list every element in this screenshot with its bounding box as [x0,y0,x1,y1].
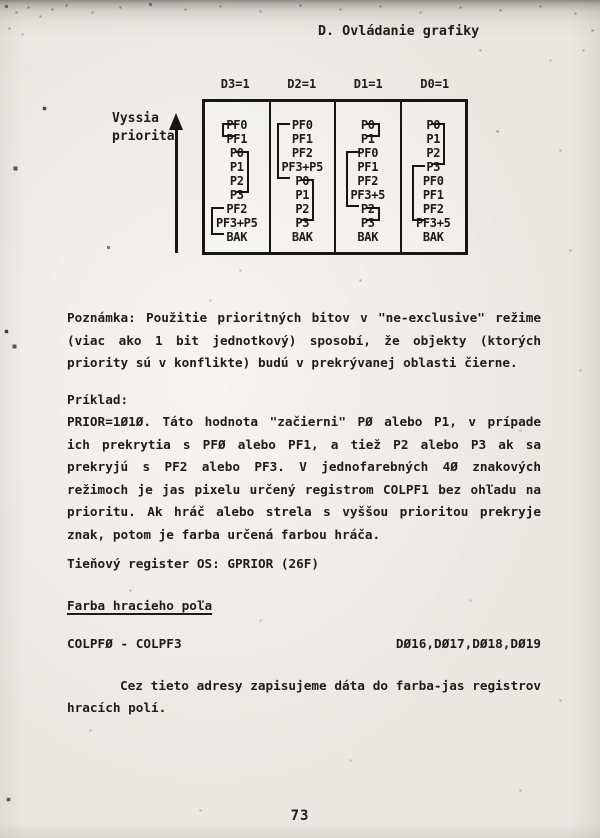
diagram-row-label: P1 [426,132,441,146]
diagram-row-label: BAK [226,230,248,244]
diagram-row-label: P0 [426,118,441,132]
diagram-row-label: P0 [295,174,310,188]
diagram-row-label: P3 [229,188,244,202]
text-line: prekryjú s PF2 alebo PF3. V jednofarebných 4Ø znakových [67,459,541,474]
diagram-row-label: P2 [295,202,310,216]
diagram-row-label: P2 [229,174,244,188]
diagram-column-headers [202,77,468,91]
axis-label-line2: priorita [112,129,175,144]
diagram-row-label: PF0 [422,174,444,188]
bracket-left-icon [222,123,235,137]
text-line: znak, potom je farba určená farbou hráča. [67,526,381,542]
diagram-row-label: PF2 [422,202,444,216]
diagram-row-label: PF0 [291,118,313,132]
paragraph-colpf [67,675,541,720]
diagram-column [334,102,400,252]
bracket-right-icon [432,123,445,165]
page-number: 73 [290,808,310,824]
body-text [67,307,541,720]
diagram-column [205,102,269,252]
text-line: (viac ako 1 bit jednotkový) sposobí, že objekty (ktorých [67,332,541,348]
diagram-row-label: PF2 [357,174,379,188]
diagram-row-label: PF3+P5 [215,216,258,230]
diagram-row-label: BAK [291,230,313,244]
diagram-row-label: P3 [360,216,375,230]
up-arrow-line [175,127,178,253]
shadow-register-line: Tieňový register OS: GPRIOR (26F) [67,556,320,571]
axis-label-line1: Vyssia [112,111,159,126]
diagram-row-label: P1 [360,132,375,146]
bracket-right-icon [367,207,380,221]
diagram-row-label: PF2 [226,202,248,216]
diagram-row-label: PF3+5 [415,216,451,230]
bracket-left-icon [211,207,224,235]
text-line: režimoch je jas pixelu určený registrom COLPF1 bez ohľadu na [67,481,541,497]
diagram-column [400,102,466,252]
diagram-row-label: P3 [426,160,441,174]
text-line: ich prekrytia s PFØ alebo PF1, a tiež P2 alebo P3 ak sa [67,436,541,452]
diagram-row-label: BAK [422,230,444,244]
diagram-row-label: P1 [229,160,244,174]
diagram-row-label: PF1 [422,188,444,202]
bracket-right-icon [367,123,380,137]
diagram-row-label: P0 [360,118,375,132]
text-line: Cez tieto adresy zapisujeme dáta do farba-jas registrov [120,677,541,693]
diagram-row-label: BAK [357,230,379,244]
diagram-column [269,102,335,252]
bracket-right-icon [301,179,314,221]
diagram-column-header: D2=1 [287,77,317,91]
diagram-row-label: P0 [229,146,244,160]
text-line: PRIOR=1Ø1Ø. Táto hodnota "začierni" PØ alebo P1, v prípade [67,414,541,429]
diagram-column-header: D1=1 [353,77,383,91]
bracket-left-icon [412,165,425,221]
diagram-row-label: P3 [295,216,310,230]
diagram-row-label: P1 [295,188,310,202]
diagram-row-label: PF3+5 [350,188,386,202]
diagram-row-label: PF0 [357,146,379,160]
register-addresses: DØ16,DØ17,DØ18,DØ19 [395,636,541,651]
paper-noise-blobs [0,0,1,1]
diagram-row-label: PF1 [357,160,379,174]
text-line: Poznámka: Použitie prioritných bitov v "ne-exclusive" režime [67,310,541,325]
diagram-row-label: PF3+P5 [281,160,324,174]
diagram-column-header: D3=1 [220,77,250,91]
diagram-row-label: PF0 [226,118,248,132]
bracket-right-icon [236,151,249,193]
diagram-row-label: P2 [360,202,375,216]
register-address-row [67,633,541,656]
diagram-box [202,99,468,255]
diagram-column-header: D0=1 [420,77,450,91]
bracket-left-icon [346,151,359,207]
priklad-label: Príklad: [67,391,129,407]
text-line: prioritu. Ak hráč alebo strela s vyššou prioritou prekryje [67,504,541,519]
paragraph-note [67,307,541,375]
diagram-row-label: PF1 [291,132,313,146]
bracket-left-icon [277,123,290,179]
section-heading-text: Farba hracieho poľa [67,597,213,613]
chapter-header: D. Ovládanie grafiky [318,24,480,39]
diagram-row-label: P2 [426,146,441,160]
diagram-row-label: PF1 [226,132,248,146]
section-heading [67,595,541,618]
higher-priority-label [112,110,175,146]
paragraph-priklad [67,411,541,546]
diagram-row-label: PF2 [291,146,313,160]
text-line: hracích polí. [67,700,167,715]
text-line: priority sú v konflikte) budú v prekrývanej oblasti čierne. [67,355,518,370]
register-names: COLPFØ - COLPF3 [67,636,182,651]
